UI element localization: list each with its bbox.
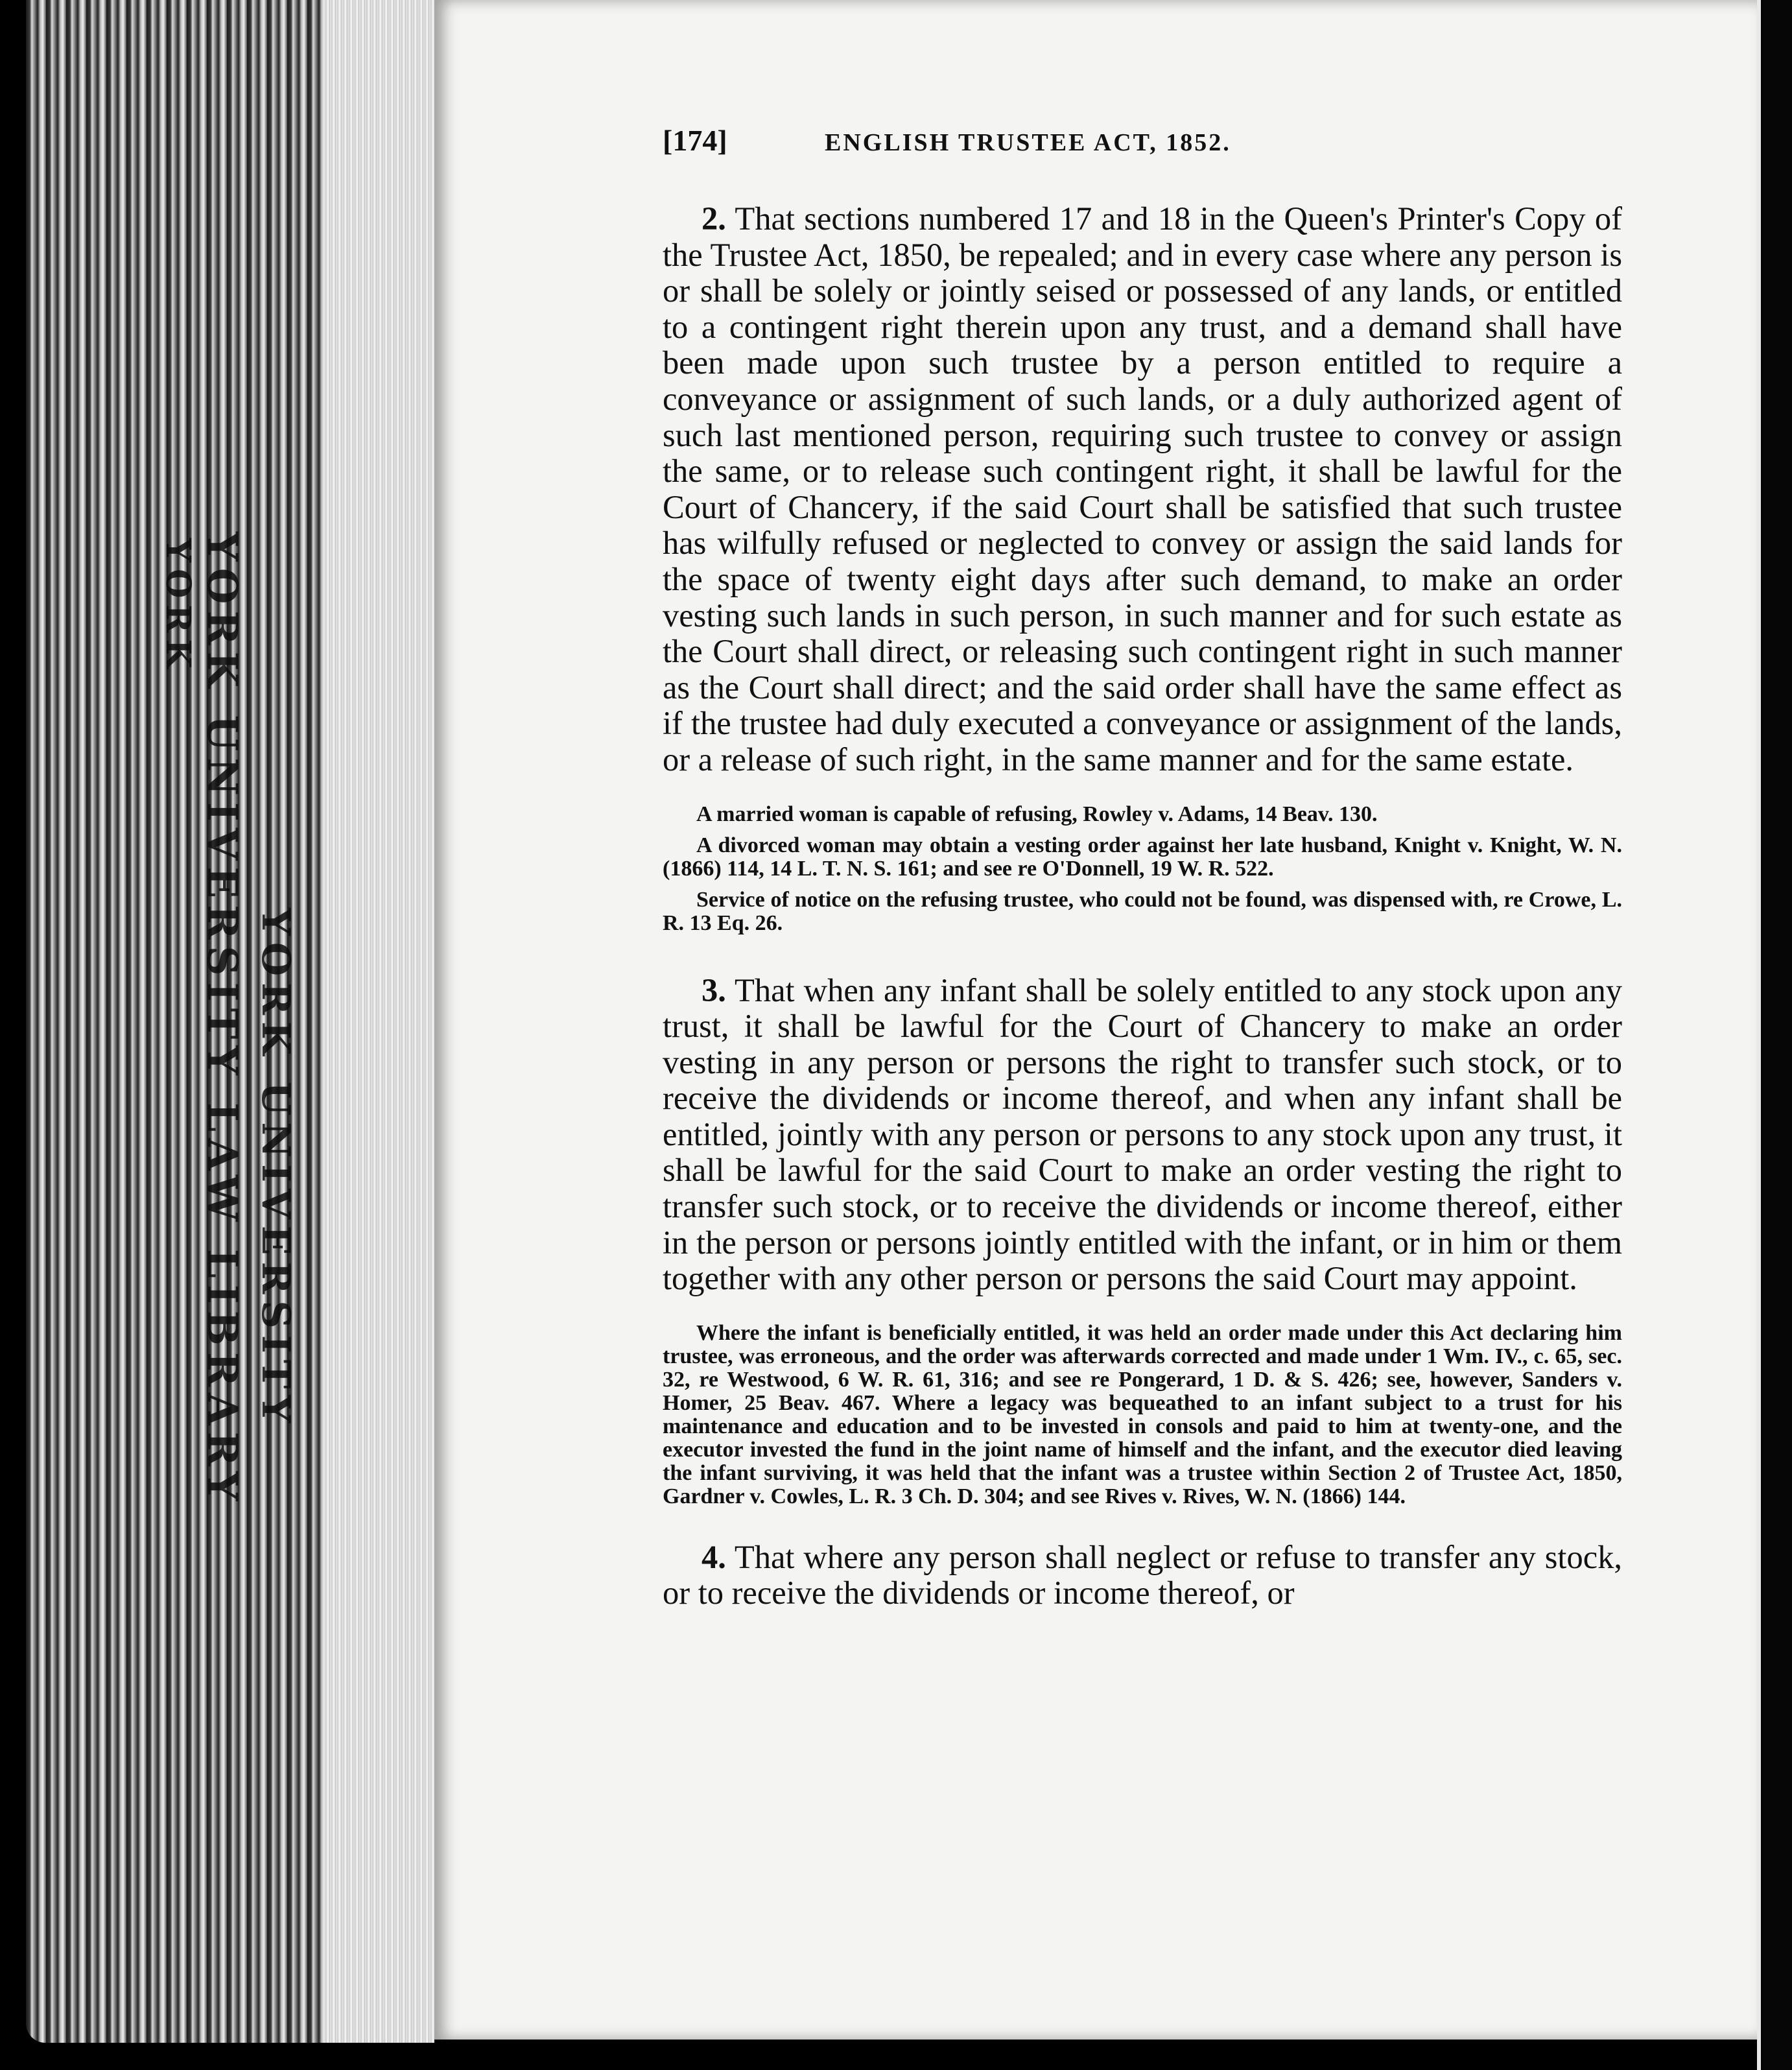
section-number: 4.	[701, 1538, 726, 1575]
section-number: 3.	[701, 971, 726, 1008]
book-page-edges	[26, 0, 434, 2043]
footnote: Where the infant is beneficially entitled, it was held an order made under this Act declaring him trustee, was erroneous, and the order was afterwards corrected and made under 1 Wm. IV., c. 65, sec. 32, re Westwood, 6 W. R. 61, 316; and see re Pongerard, 1 D. & S. 426; see, however, Sanders v. Homer, 25 Beav. 467. Where a legacy was bequeathed to an infant subject to a trust for his maintenance and education and to be invested in consols and paid to him at twenty-one, and the executor invested the fund in the joint name of himself and the infant, and the executor died leaving the infant surviving, it was held that the infant was a trustee within Section 2 of Trustee Act, 1850, Gardner v. Cowles, L. R. 3 Ch. D. 304; and see Rives v. Rives, W. N. (1866) 144.	[663, 1320, 1622, 1508]
section-number: 2.	[701, 200, 726, 237]
section-body: That when any infant shall be solely entitled to any stock upon any trust, it shall be lawful for the Court of Chancery to make an order vesting in any person or persons the right to transfer such stock, or to receive the dividends or income thereof, and when any infant shall be entitled, jointly with any person or persons to any stock upon any trust, it shall be lawful for the said Court to make an order vesting the right to transfer such stock, or to receive the dividends or income thereof, either in the person or persons jointly entitled with the infant, or in him or them together with any other person or persons the said Court may appoint.	[663, 971, 1622, 1297]
spine-label-short: YORK	[158, 538, 198, 675]
page-number: [174]	[663, 124, 727, 157]
page-content	[663, 123, 1622, 1612]
section-body: That where any person shall neglect or refuse to transfer any stock, or to receive the dividends or income thereof, or	[663, 1538, 1623, 1612]
running-head: ENGLISH TRUSTEE ACT, 1852.	[825, 129, 1231, 156]
section-2	[663, 201, 1622, 778]
notes-section-3	[663, 1322, 1622, 1508]
footnote: A divorced woman may obtain a vesting order against her late husband, Knight v. Knight, W. N. (1866) 114, 14 L. T. N. S. 161; and see re O'Donnell, 19 W. R. 522.	[663, 833, 1622, 881]
footnote: Service of notice on the refusing trustee, who could not be found, was dispensed with, re Crowe, L. R. 13 Eq. 26.	[663, 887, 1622, 935]
section-body: That sections numbered 17 and 18 in the Queen's Printer's Copy of the Trustee Act, 1850, be repealed; and in every case where any person is or shall be solely or jointly seised or possessed of any lands, or entitled to a contingent right therein upon any trust, and a demand shall have been made upon such trustee by a person entitled to require a conveyance or assignment of such lands, or a duly authorized agent of such last mentioned person, requiring such trustee to convey or assign the same, or to release such contingent right, it shall be lawful for the Court of Chancery, if the said Court shall be satisfied that such trustee has wilfully refused or neglected to convey or assign the said lands for the space of twenty eight days after such demand, to make an order vesting such lands in such person, in such manner and for such estate as the Court shall direct, or releasing such contingent right in such manner as the Court shall direct; and the said order shall have the same effect as if the trustee had duly executed a conveyance or assignment of the lands, or a release of such right, in the same manner and for the same estate.	[663, 200, 1622, 778]
spine-label: YORK UNIVERSITY LAW LIBRARY	[198, 532, 246, 1508]
notes-section-2	[663, 803, 1622, 935]
section-4	[663, 1540, 1622, 1612]
footnote: A married woman is capable of refusing, Rowley v. Adams, 14 Beav. 130.	[696, 802, 1378, 826]
section-3	[663, 973, 1622, 1297]
right-page-edge	[1757, 0, 1792, 2070]
page-header	[663, 123, 1622, 175]
book-page	[434, 0, 1757, 2040]
spine-label-second: YORK UNIVERSITY	[253, 908, 298, 1430]
